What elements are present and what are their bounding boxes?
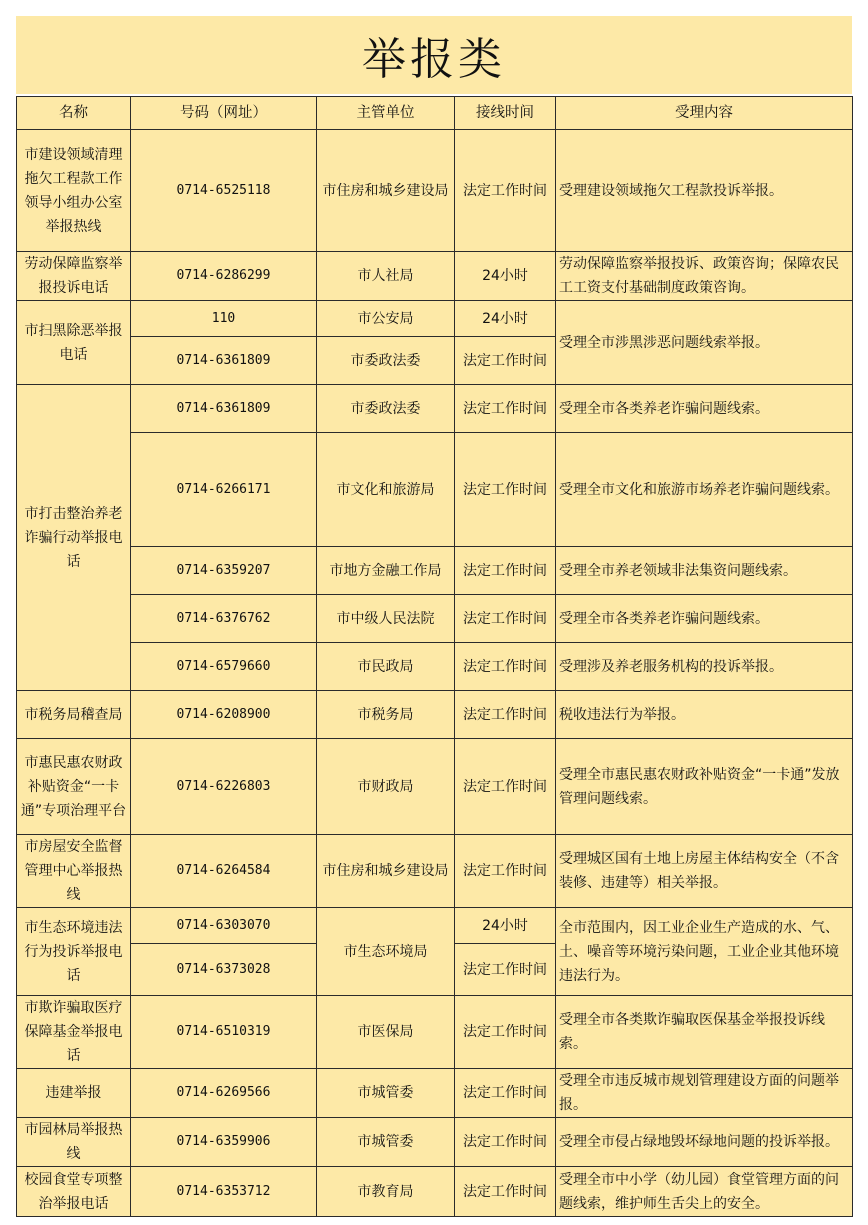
row-phone: 0714-6373028	[131, 944, 317, 996]
row-phone: 0714-6353712	[131, 1167, 317, 1217]
row-phone: 0714-6376762	[131, 595, 317, 643]
row-time: 法定工作时间	[455, 835, 556, 908]
row-dept: 市医保局	[317, 996, 455, 1069]
table-row	[17, 595, 853, 643]
row-dept: 市民政局	[317, 643, 455, 691]
row-dept: 市委政法委	[317, 337, 455, 385]
row-content: 受理全市养老领域非法集资问题线索。	[556, 547, 853, 595]
row-phone: 0714-6359207	[131, 547, 317, 595]
row-name: 市生态环境违法行为投诉举报电话	[17, 908, 131, 996]
row-dept: 市财政局	[317, 739, 455, 835]
row-time: 法定工作时间	[455, 643, 556, 691]
row-phone: 0714-6303070	[131, 908, 317, 944]
row-time: 法定工作时间	[455, 547, 556, 595]
header-dept: 主管单位	[317, 97, 455, 130]
row-phone: 0714-6579660	[131, 643, 317, 691]
row-phone: 0714-6525118	[131, 130, 317, 252]
row-name: 违建举报	[17, 1069, 131, 1118]
row-name: 劳动保障监察举报投诉电话	[17, 252, 131, 301]
row-dept: 市城管委	[317, 1069, 455, 1118]
row-dept: 市中级人民法院	[317, 595, 455, 643]
row-time: 法定工作时间	[455, 1069, 556, 1118]
table-row	[17, 130, 853, 252]
row-dept: 市住房和城乡建设局	[317, 130, 455, 252]
row-phone: 0714-6264584	[131, 835, 317, 908]
row-phone: 0714-6226803	[131, 739, 317, 835]
row-content: 受理全市各类养老诈骗问题线索。	[556, 595, 853, 643]
row-time: 法定工作时间	[455, 944, 556, 996]
row-phone: 0714-6510319	[131, 996, 317, 1069]
row-content: 受理城区国有土地上房屋主体结构安全（不含装修、违建等）相关举报。	[556, 835, 853, 908]
row-time: 24小时	[455, 252, 556, 301]
row-time: 法定工作时间	[455, 739, 556, 835]
row-name: 市房屋安全监督管理中心举报热线	[17, 835, 131, 908]
row-name: 市惠民惠农财政补贴资金“一卡通”专项治理平台	[17, 739, 131, 835]
table-row	[17, 643, 853, 691]
row-phone: 0714-6361809	[131, 385, 317, 433]
header-phone: 号码（网址）	[131, 97, 317, 130]
header-time: 接线时间	[455, 97, 556, 130]
table-row	[17, 691, 853, 739]
row-time: 法定工作时间	[455, 337, 556, 385]
table-row	[17, 252, 853, 301]
table-row	[17, 301, 853, 337]
row-content: 受理全市各类欺诈骗取医保基金举报投诉线索。	[556, 996, 853, 1069]
table-row	[17, 1167, 853, 1217]
row-time: 法定工作时间	[455, 996, 556, 1069]
row-content: 劳动保障监察举报投诉、政策咨询；保障农民工工资支付基础制度政策咨询。	[556, 252, 853, 301]
row-dept: 市住房和城乡建设局	[317, 835, 455, 908]
row-name: 市建设领域清理拖欠工程款工作领导小组办公室举报热线	[17, 130, 131, 252]
table-row	[17, 1069, 853, 1118]
row-time: 法定工作时间	[455, 595, 556, 643]
row-name: 校园食堂专项整治举报电话	[17, 1167, 131, 1217]
table-row	[17, 1118, 853, 1167]
row-content: 受理涉及养老服务机构的投诉举报。	[556, 643, 853, 691]
row-content: 受理全市涉黑涉恶问题线索举报。	[556, 301, 853, 385]
page-title: 举报类	[362, 34, 506, 85]
row-phone: 0714-6266171	[131, 433, 317, 547]
row-name: 市园林局举报热线	[17, 1118, 131, 1167]
row-content: 受理全市各类养老诈骗问题线索。	[556, 385, 853, 433]
row-phone: 0714-6361809	[131, 337, 317, 385]
row-content: 受理全市违反城市规划管理建设方面的问题举报。	[556, 1069, 853, 1118]
row-phone: 110	[131, 301, 317, 337]
table-row	[17, 547, 853, 595]
row-dept: 市城管委	[317, 1118, 455, 1167]
row-dept: 市税务局	[317, 691, 455, 739]
row-dept: 市人社局	[317, 252, 455, 301]
table-row	[17, 835, 853, 908]
table-row	[17, 739, 853, 835]
row-dept: 市公安局	[317, 301, 455, 337]
row-name: 市打击整治养老诈骗行动举报电话	[17, 385, 131, 691]
row-content: 受理全市中小学（幼儿园）食堂管理方面的问题线索，维护师生舌尖上的安全。	[556, 1167, 853, 1217]
row-time: 24小时	[455, 301, 556, 337]
table-row	[17, 996, 853, 1069]
row-time: 法定工作时间	[455, 691, 556, 739]
row-name: 市扫黑除恶举报电话	[17, 301, 131, 385]
row-dept: 市文化和旅游局	[317, 433, 455, 547]
row-dept: 市教育局	[317, 1167, 455, 1217]
row-time: 24小时	[455, 908, 556, 944]
row-content: 受理建设领域拖欠工程款投诉举报。	[556, 130, 853, 252]
row-content: 税收违法行为举报。	[556, 691, 853, 739]
row-content: 全市范围内，因工业企业生产造成的水、气、土、噪音等环境污染问题，工业企业其他环境违法行为。	[556, 908, 853, 996]
report-table	[16, 96, 853, 1217]
row-phone: 0714-6269566	[131, 1069, 317, 1118]
row-dept: 市地方金融工作局	[317, 547, 455, 595]
table-row	[17, 908, 853, 944]
row-name: 市欺诈骗取医疗保障基金举报电话	[17, 996, 131, 1069]
table-header-row	[17, 97, 853, 130]
row-phone: 0714-6286299	[131, 252, 317, 301]
row-name: 市税务局稽查局	[17, 691, 131, 739]
table-row	[17, 385, 853, 433]
row-time: 法定工作时间	[455, 433, 556, 547]
row-dept: 市委政法委	[317, 385, 455, 433]
row-time: 法定工作时间	[455, 130, 556, 252]
title-banner	[16, 16, 852, 94]
row-content: 受理全市文化和旅游市场养老诈骗问题线索。	[556, 433, 853, 547]
row-time: 法定工作时间	[455, 1167, 556, 1217]
row-time: 法定工作时间	[455, 1118, 556, 1167]
row-dept: 市生态环境局	[317, 908, 455, 996]
row-time: 法定工作时间	[455, 385, 556, 433]
header-content: 受理内容	[556, 97, 853, 130]
table-row	[17, 433, 853, 547]
row-phone: 0714-6208900	[131, 691, 317, 739]
header-name: 名称	[17, 97, 131, 130]
row-content: 受理全市惠民惠农财政补贴资金“一卡通”发放管理问题线索。	[556, 739, 853, 835]
row-phone: 0714-6359906	[131, 1118, 317, 1167]
row-content: 受理全市侵占绿地毁坏绿地问题的投诉举报。	[556, 1118, 853, 1167]
